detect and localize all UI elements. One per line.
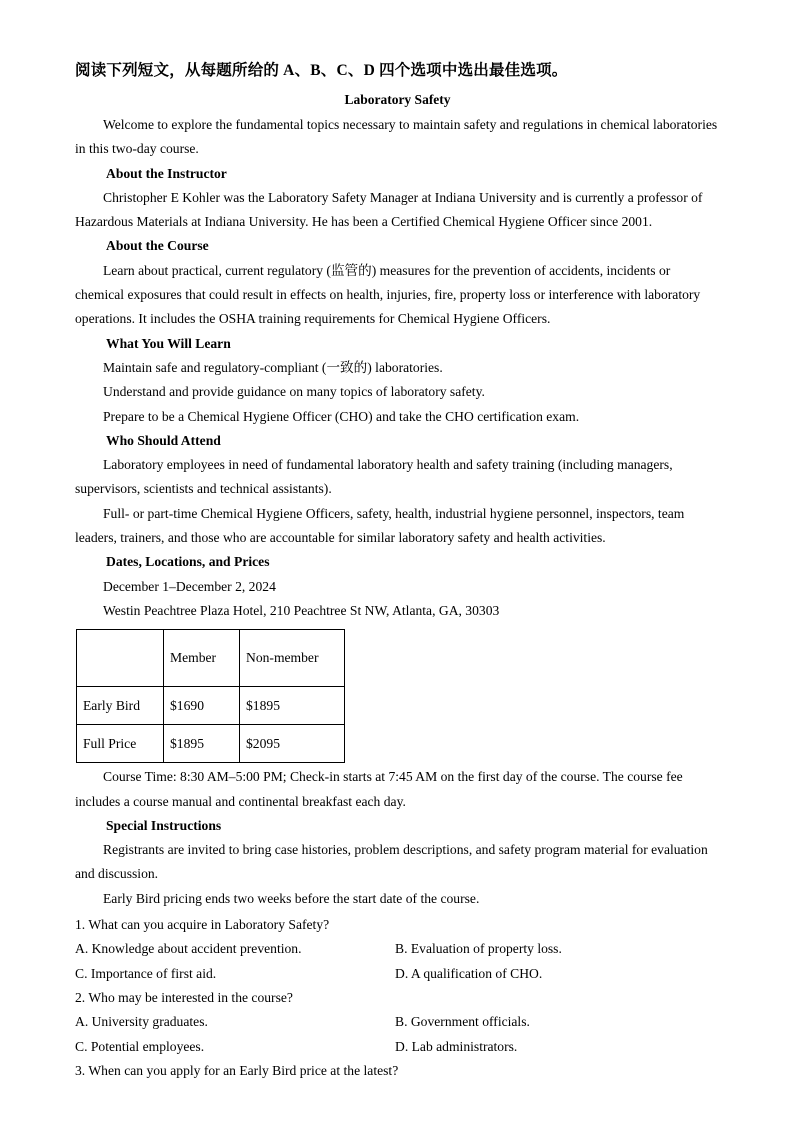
question-1-option-a[interactable]: A. Knowledge about accident prevention. xyxy=(75,941,302,957)
question-1-option-b[interactable]: B. Evaluation of property loss. xyxy=(395,941,562,957)
questions-section xyxy=(75,913,720,1083)
attend-paragraph-2: Full- or part-time Chemical Hygiene Officers, safety, health, industrial hygiene personnel, inspectors, team leaders, trainers, and those who are accountable for similar laboratory safety and health activities. xyxy=(75,505,685,546)
question-2-stem: 2. Who may be interested in the course? xyxy=(75,989,293,1005)
section-heading-special-instructions: Special Instructions xyxy=(106,817,222,833)
passage-title: Laboratory Safety xyxy=(344,92,451,107)
special-instructions-paragraph-1: Registrants are invited to bring case histories, problem descriptions, and safety program material for evaluation and discussion. xyxy=(75,842,708,882)
learn-item-2: Understand and provide guidance on many topics of laboratory safety. xyxy=(103,384,485,400)
section-heading-learn: What You Will Learn xyxy=(106,335,231,351)
passage-intro: Welcome to explore the fundamental topics necessary to maintain safety and regulations in chemical laboratories in this two-day course. xyxy=(75,117,718,157)
early-bird-member-price: $1690 xyxy=(164,687,240,725)
table-row xyxy=(77,725,345,763)
attend-paragraph-1: Laboratory employees in need of fundamental laboratory health and safety training (including managers, supervisors, scientists and technical assistants). xyxy=(75,457,673,497)
course-time-paragraph: Course Time: 8:30 AM–5:00 PM; Check-in starts at 7:45 AM on the first day of the course. The course fee includes a course manual and continental breakfast each day. xyxy=(75,769,683,809)
question-2-options-row-2 xyxy=(75,1035,720,1059)
full-price-member-price: $1895 xyxy=(164,725,240,763)
table-header-blank xyxy=(77,630,164,687)
table-row xyxy=(77,687,345,725)
row-label-early-bird: Early Bird xyxy=(77,687,164,725)
full-price-non-member-price: $2095 xyxy=(240,725,345,763)
question-2-option-a[interactable]: A. University graduates. xyxy=(75,1014,208,1030)
section-paragraph-course: Learn about practical, current regulatory (监管的) measures for the prevention of accidents, incidents or chemical exposures that could result in effects on health, injuries, fire, property loss or interference with laboratory operations. It includes the OSHA training requirements for Chemical Hygiene Officers. xyxy=(75,262,701,327)
row-label-full-price: Full Price xyxy=(77,725,164,763)
price-table xyxy=(76,629,345,763)
reading-instruction: 阅读下列短文，从每题所给的 A、B、C、D 四个选项中选出最佳选项。 xyxy=(75,62,568,79)
section-heading-attend: Who Should Attend xyxy=(106,432,221,448)
question-2-option-d[interactable]: D. Lab administrators. xyxy=(395,1038,518,1054)
special-instructions-paragraph-2: Early Bird pricing ends two weeks before the start date of the course. xyxy=(103,890,480,906)
section-paragraph-instructor: Christopher E Kohler was the Laboratory Safety Manager at Indiana University and is currently a professor of Hazardous Materials at Indiana University. He has been a Certified Chemical Hygiene Officer since 2001. xyxy=(75,189,703,230)
question-1-stem: 1. What can you acquire in Laboratory Safety? xyxy=(75,917,330,933)
course-location: Westin Peachtree Plaza Hotel, 210 Peachtree St NW, Atlanta, GA, 30303 xyxy=(103,602,500,618)
question-2-option-b[interactable]: B. Government officials. xyxy=(395,1014,530,1030)
question-1-options-row-2 xyxy=(75,962,720,986)
table-header-non-member: Non-member xyxy=(240,630,345,687)
question-1-option-c[interactable]: C. Importance of first aid. xyxy=(75,965,217,981)
table-header-row xyxy=(77,630,345,687)
early-bird-non-member-price: $1895 xyxy=(240,687,345,725)
question-2-option-c[interactable]: C. Potential employees. xyxy=(75,1038,205,1054)
table-header-member: Member xyxy=(164,630,240,687)
question-1-option-d[interactable]: D. A qualification of CHO. xyxy=(395,965,543,981)
learn-item-1: Maintain safe and regulatory-compliant (一致的) laboratories. xyxy=(103,359,443,375)
learn-item-3: Prepare to be a Chemical Hygiene Officer (CHO) and take the CHO certification exam. xyxy=(103,408,580,424)
section-heading-course: About the Course xyxy=(106,238,209,254)
question-2-options-row-1 xyxy=(75,1010,720,1034)
section-heading-dates: Dates, Locations, and Prices xyxy=(106,554,270,570)
question-3-stem: 3. When can you apply for an Early Bird price at the latest? xyxy=(75,1062,399,1078)
section-heading-instructor: About the Instructor xyxy=(106,165,227,181)
course-dates: December 1–December 2, 2024 xyxy=(103,578,276,594)
question-1-options-row-1 xyxy=(75,937,720,961)
